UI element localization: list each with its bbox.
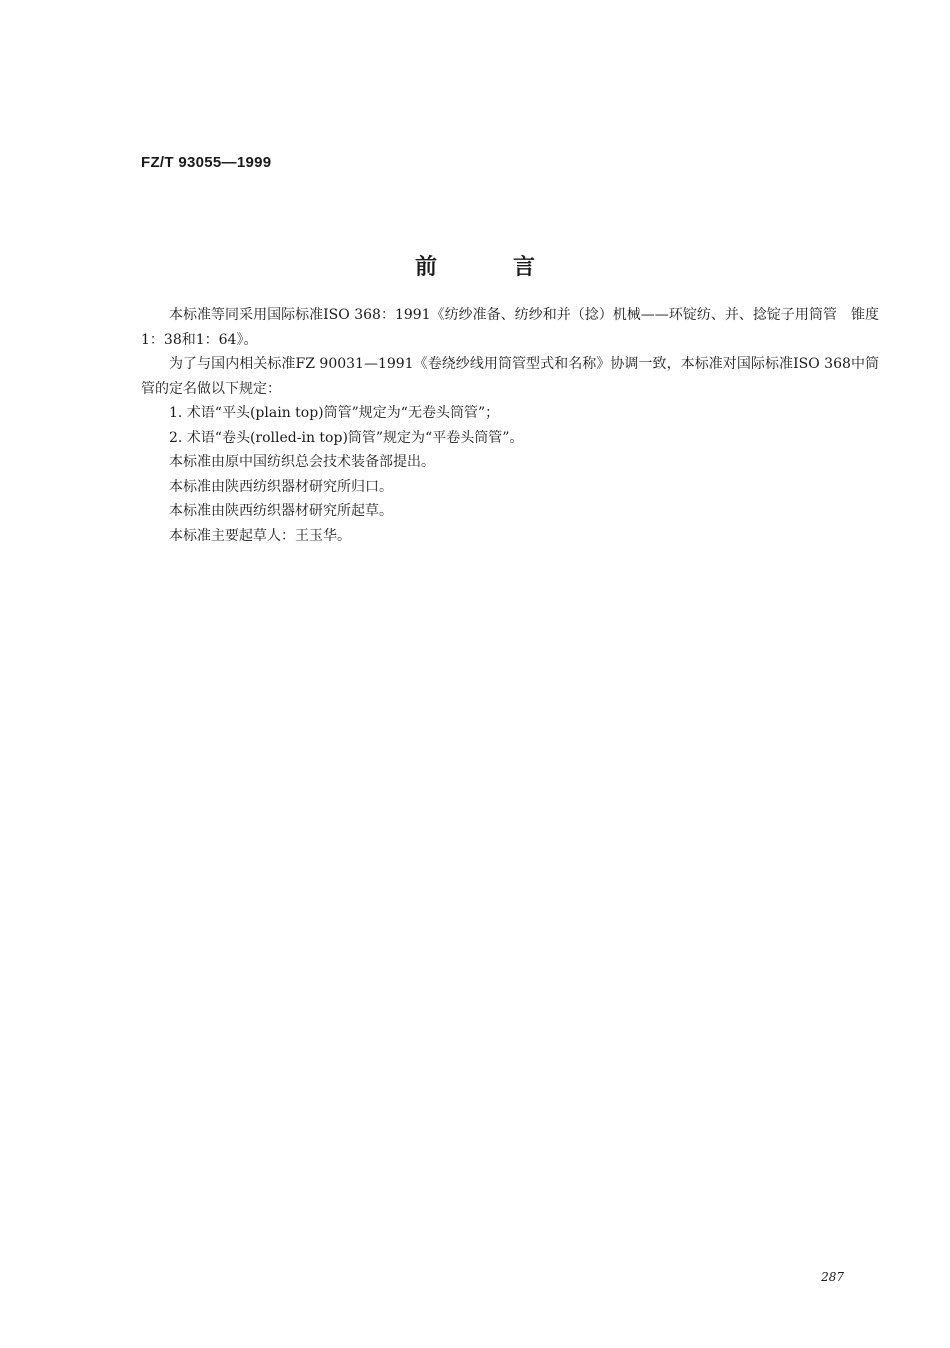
statement-proposed: 本标准由原中国纺织总会技术装备部提出。 bbox=[169, 454, 435, 470]
page-title bbox=[0, 250, 950, 281]
foreword-body bbox=[141, 303, 879, 548]
list-item-rolled-in-top: 2. 术语“卷头(rolled-in top)筒管”规定为“平卷头筒管”。 bbox=[169, 429, 524, 446]
list-item-plain-top: 1. 术语“平头(plain top)筒管”规定为“无卷头筒管”； bbox=[169, 405, 500, 421]
statement-managed: 本标准由陕西纺织器材研究所归口。 bbox=[169, 478, 393, 495]
paragraph-adoption: 本标准等同采用国际标准ISO 368：1991《纺纱准备、纺纱和并（捻）机械——环锭纺、并、捻锭子用筒管 锥度1：38和1：64》。 bbox=[141, 307, 879, 348]
title-char-2: 言 bbox=[513, 255, 536, 280]
title-char-1: 前 bbox=[414, 255, 437, 280]
statement-drafters: 本标准主要起草人：王玉华。 bbox=[169, 527, 351, 544]
page-number: 287 bbox=[821, 1270, 844, 1284]
standard-code: FZ/T 93055—1999 bbox=[141, 154, 272, 171]
paragraph-naming: 为了与国内相关标准FZ 90031—1991《卷绕纱线用筒管型式和名称》协调一致，本标准对国际标准ISO 368中筒管的定名做以下规定： bbox=[141, 356, 879, 397]
statement-drafted: 本标准由陕西纺织器材研究所起草。 bbox=[169, 503, 393, 519]
